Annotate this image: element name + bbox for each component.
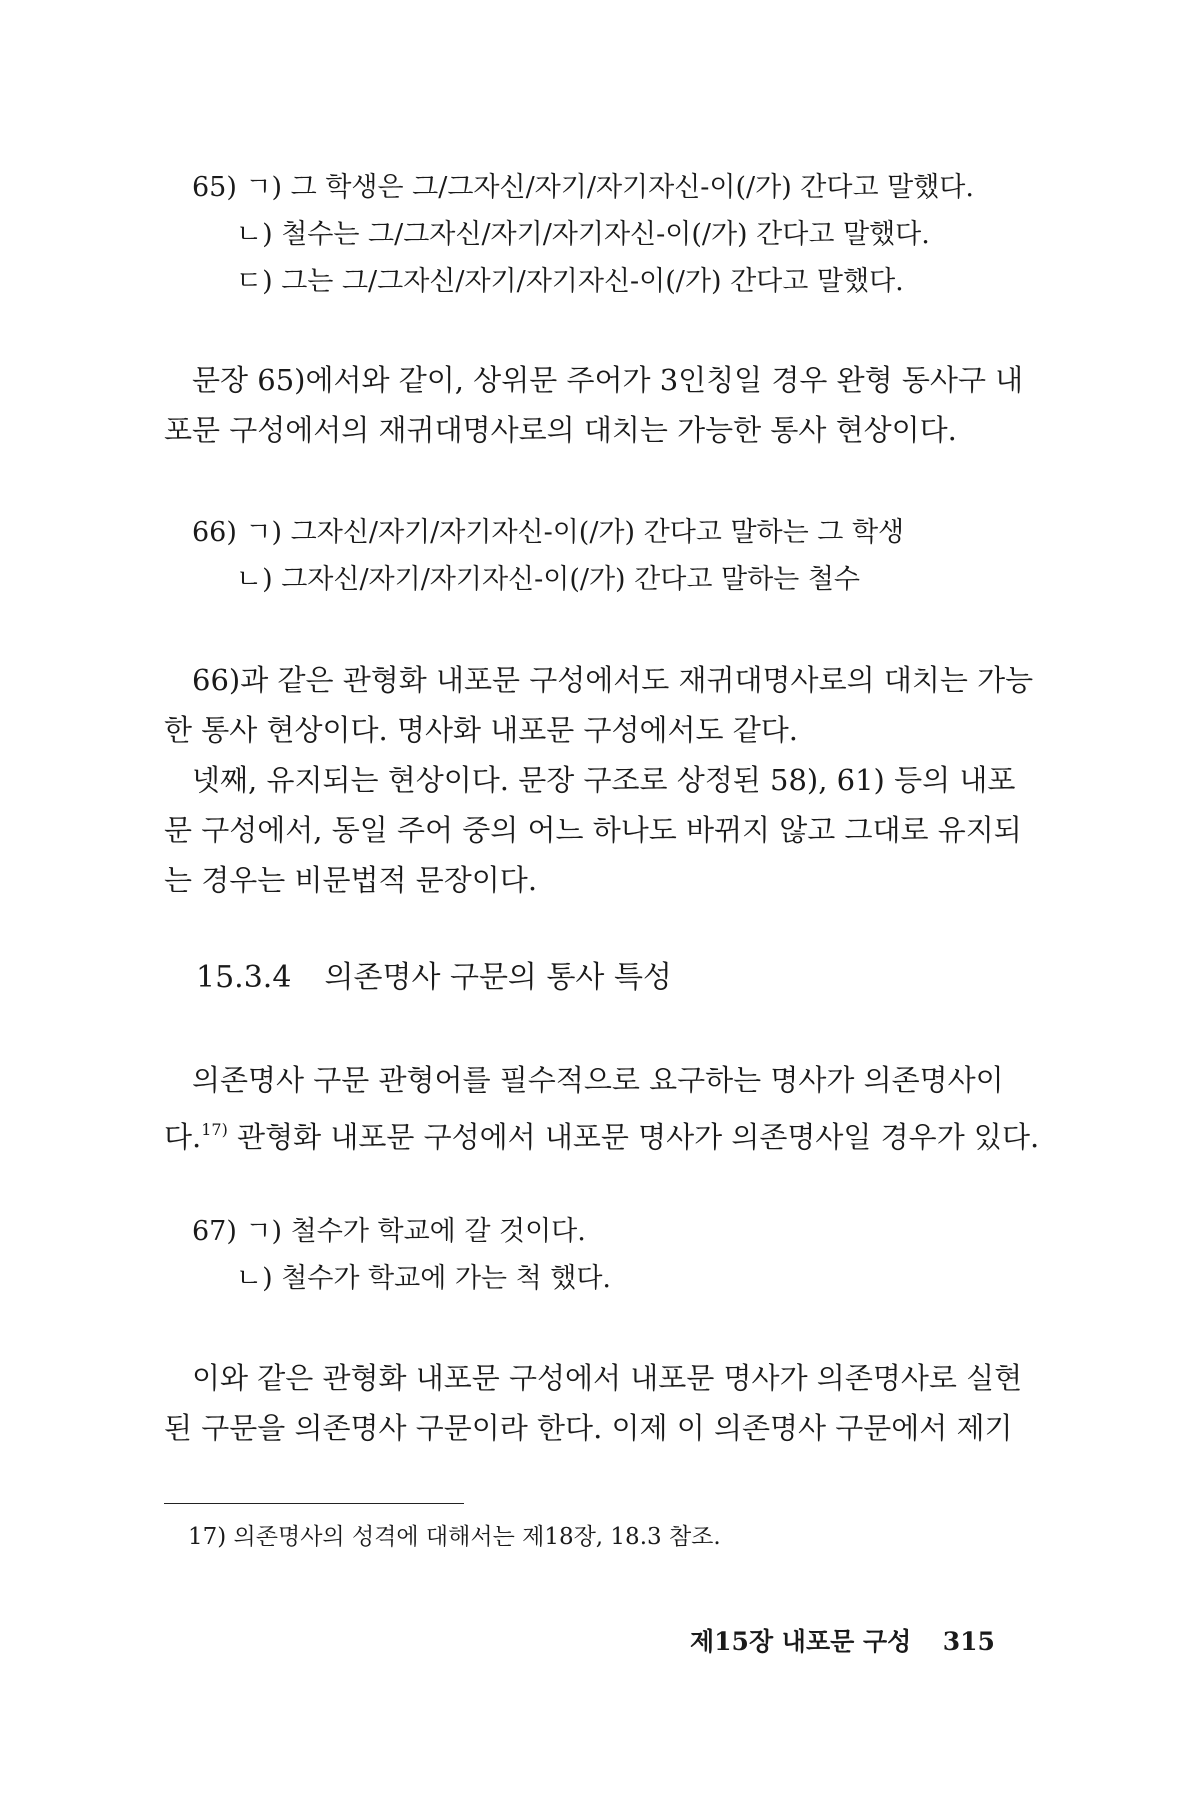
section-heading xyxy=(196,958,672,998)
paragraph-4-line-1: 이와 같은 관형화 내포문 구성에서 내포문 명사가 의존명사로 실현 xyxy=(192,1361,1023,1395)
paragraph-3-line-2-end: 관형화 내포문 구성에서 내포문 명사가 의존명사일 경우가 있다. xyxy=(227,1120,1040,1154)
paragraph-2-line-2: 한 통사 현상이다. 명사화 내포문 구성에서도 같다. xyxy=(164,713,799,747)
example-66-a: 66) ㄱ) 그자신/자기/자기자신-이(/가) 간다고 말하는 그 학생 xyxy=(192,517,905,548)
paragraph-3-line-2 xyxy=(164,1110,1039,1157)
paragraph-4-line-2: 된 구문을 의존명사 구문이라 한다. 이제 이 의존명사 구문에서 제기 xyxy=(164,1411,1013,1445)
example-67-a: 67) ㄱ) 철수가 학교에 갈 것이다. xyxy=(192,1216,586,1247)
example-67-b: ㄴ) 철수가 학교에 가는 척 했다. xyxy=(236,1263,612,1294)
paragraph-3-line-2-start: 다. xyxy=(164,1120,202,1154)
paragraph-2-line-5: 는 경우는 비문법적 문장이다. xyxy=(164,863,538,897)
paragraph-2-line-1: 66)과 같은 관형화 내포문 구성에서도 재귀대명사로의 대치는 가능 xyxy=(192,663,1034,697)
page-number: 315 xyxy=(942,1627,995,1656)
running-footer xyxy=(690,1622,995,1662)
paragraph-3-line-1: 의존명사 구문 관형어를 필수적으로 요구하는 명사가 의존명사이 xyxy=(192,1063,1004,1097)
paragraph-1-line-1: 문장 65)에서와 같이, 상위문 주어가 3인칭일 경우 완형 동사구 내 xyxy=(192,363,1024,397)
example-65-b: ㄴ) 철수는 그/그자신/자기/자기자신-이(/가) 간다고 말했다. xyxy=(236,219,930,250)
example-66-b: ㄴ) 그자신/자기/자기자신-이(/가) 간다고 말하는 철수 xyxy=(236,564,860,595)
paragraph-2-line-4: 문 구성에서, 동일 주어 중의 어느 하나도 바뀌지 않고 그대로 유지되 xyxy=(164,813,1022,847)
paragraph-2-line-3: 넷째, 유지되는 현상이다. 문장 구조로 상정된 58), 61) 등의 내포 xyxy=(192,763,1016,797)
chapter-title: 제15장 내포문 구성 xyxy=(690,1627,912,1656)
section-title: 의존명사 구문의 통사 특성 xyxy=(324,960,672,995)
example-65-c: ㄷ) 그는 그/그자신/자기/자기자신-이(/가) 간다고 말했다. xyxy=(236,266,904,297)
section-number: 15.3.4 xyxy=(196,960,292,995)
footnote-reference[interactable]: 17) xyxy=(201,1120,228,1139)
footnote-divider xyxy=(164,1503,464,1504)
paragraph-1-line-2: 포문 구성에서의 재귀대명사로의 대치는 가능한 통사 현상이다. xyxy=(164,413,957,447)
footnote-17: 17) 의존명사의 성격에 대해서는 제18장, 18.3 참조. xyxy=(188,1524,721,1550)
example-65-a: 65) ㄱ) 그 학생은 그/그자신/자기/자기자신-이(/가) 간다고 말했다. xyxy=(192,172,974,203)
